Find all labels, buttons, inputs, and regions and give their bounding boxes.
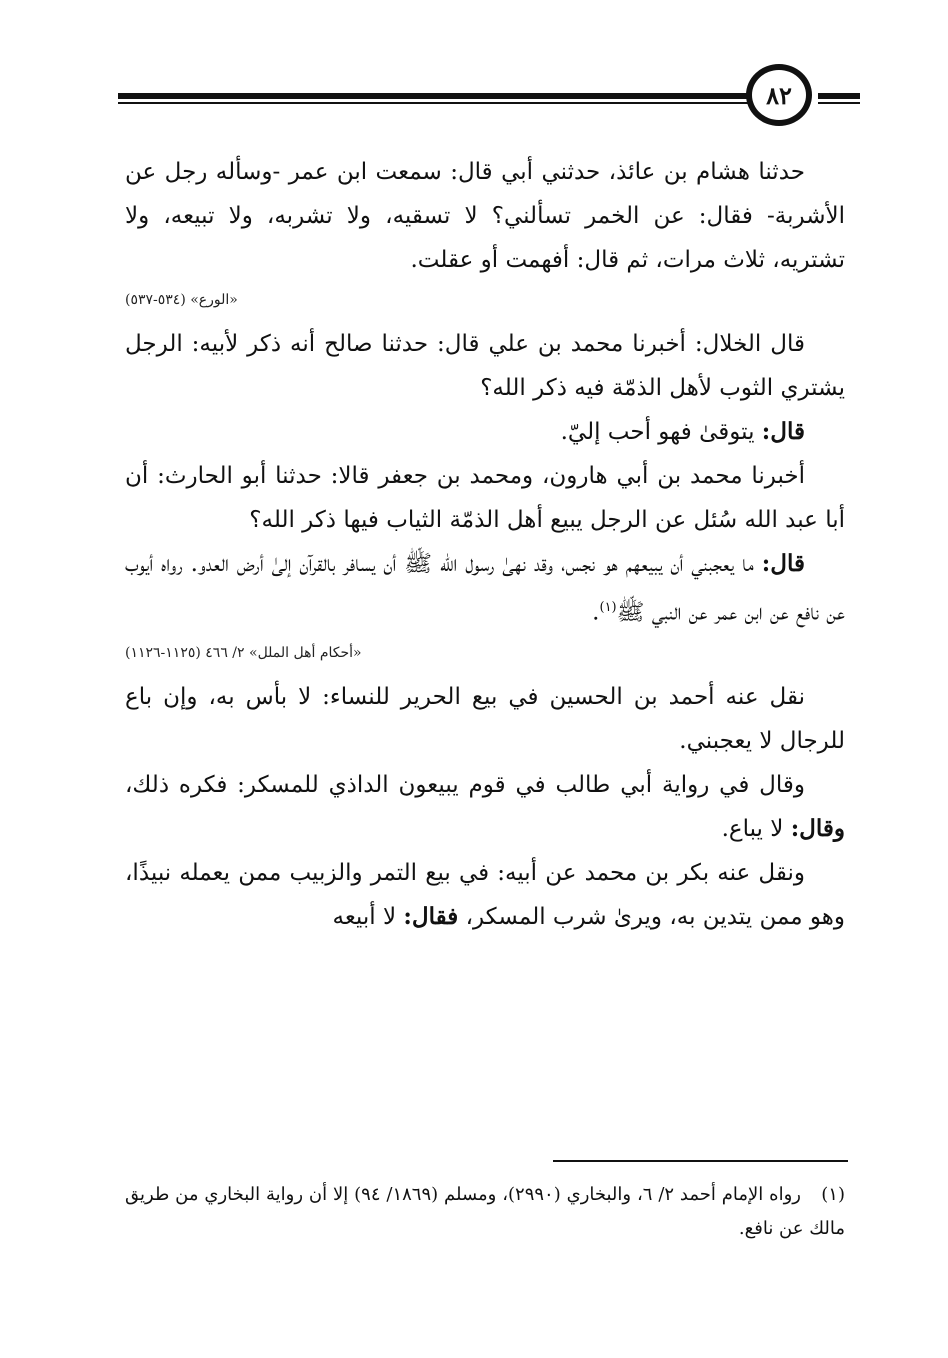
footnotes <box>125 1178 845 1246</box>
paragraph <box>125 851 845 939</box>
speaker-label: قال: <box>761 418 805 445</box>
paragraph-text: ونقل عنه بكر بن محمد عن أبيه: في بيع التمر والزبيب ممن يعمله نبيذًا، وهو ممن يتدين به، ويرىٰ شرب المسكر، <box>125 859 845 930</box>
source-text: «أحكام أهل الملل» ٢/ ٤٦٦ (١١٢٥-١١٢٦) <box>125 644 362 661</box>
main-text <box>125 150 845 939</box>
paragraph <box>125 763 845 851</box>
speaker-label: فقال: <box>403 902 459 930</box>
paragraph-text: أخبرنا محمد بن أبي هارون، ومحمد بن جعفر قالا: حدثنا أبو الحارث: أن أبا عبد الله سُئل عن الرجل يبيع أهل الذمّة الثياب فيها ذكر الله؟ <box>125 463 845 533</box>
header-rule-right-thin <box>818 102 860 104</box>
paragraph-text: نقل عنه أحمد بن الحسين في بيع الحرير للنساء: لا بأس به، وإن باع للرجال لا يعجبني. <box>125 683 845 754</box>
footnote-ref[interactable]: (١) <box>599 600 617 615</box>
paragraph <box>125 322 845 410</box>
source-citation <box>125 641 845 665</box>
paragraph-text: يتوقىٰ فهو أحب إليّ. <box>560 419 755 445</box>
paragraph-text: قال الخلال: أخبرنا محمد بن علي قال: حدثنا صالح أنه ذكر لأبيه: الرجل يشتري الثوب لأهل الذمّة فيه ذكر الله؟ <box>125 331 845 401</box>
header-rule-right <box>818 93 860 99</box>
footnote-text: رواه الإمام أحمد ٢/ ٦، والبخاري (٢٩٩٠)، ومسلم (١٨٦٩/ ٩٤) إلا أن رواية البخاري من طريق مالك عن نافع. <box>125 1184 845 1239</box>
paragraph-text: لا أبيعه <box>332 903 397 930</box>
footnote-divider <box>553 1160 848 1162</box>
speaker-label: قال: <box>761 550 805 577</box>
speaker-label: وقال: <box>790 814 845 842</box>
paragraph-text: وقال في رواية أبي طالب في قوم يبيعون الداذي للمسكر: فكره ذلك، <box>125 771 805 798</box>
header-rule-thin <box>118 102 748 104</box>
source-citation <box>125 288 845 312</box>
paragraph-text: ما يعجبني أن يبيعهم هو نجس، وقد نهىٰ رسول الله ﷺ أن يسافر بالقرآن إلىٰ أرض العدو. رواه أيوب عن نافع عن ابن عمر عن النبي ﷺ <box>125 551 845 626</box>
footnote <box>125 1178 845 1246</box>
page-header <box>118 62 860 132</box>
paragraph <box>125 150 845 282</box>
paragraph <box>125 454 845 542</box>
paragraph: قال: ما يعجبني أن يبيعهم هو نجس، وقد نهىٰ رسول الله ﷺ أن يسافر بالقرآن إلىٰ أرض العدو. رواه أيوب عن نافع عن ابن عمر عن النبي ﷺ$^{(١)}$. <box>125 550 845 626</box>
header-rule <box>118 93 748 99</box>
source-text: «الورع» (٥٣٤-٥٣٧) <box>125 292 238 308</box>
paragraph-text: لا يباع. <box>721 815 784 842</box>
page-number: ٨٢ <box>746 64 812 126</box>
paragraph <box>125 675 845 763</box>
footnote-marker: (١) <box>821 1184 845 1205</box>
paragraph-text: حدثنا هشام بن عائذ، حدثني أبي قال: سمعت ابن عمر -وسأله رجل عن الأشربة- فقال: عن الخمر تسألني؟ لا تسقيه، ولا تشربه، ولا تبيعه، ولا تشتريه، ثلاث مرات، ثم قال: أفهمت أو عقلت. <box>125 159 845 273</box>
paragraph <box>125 410 845 454</box>
